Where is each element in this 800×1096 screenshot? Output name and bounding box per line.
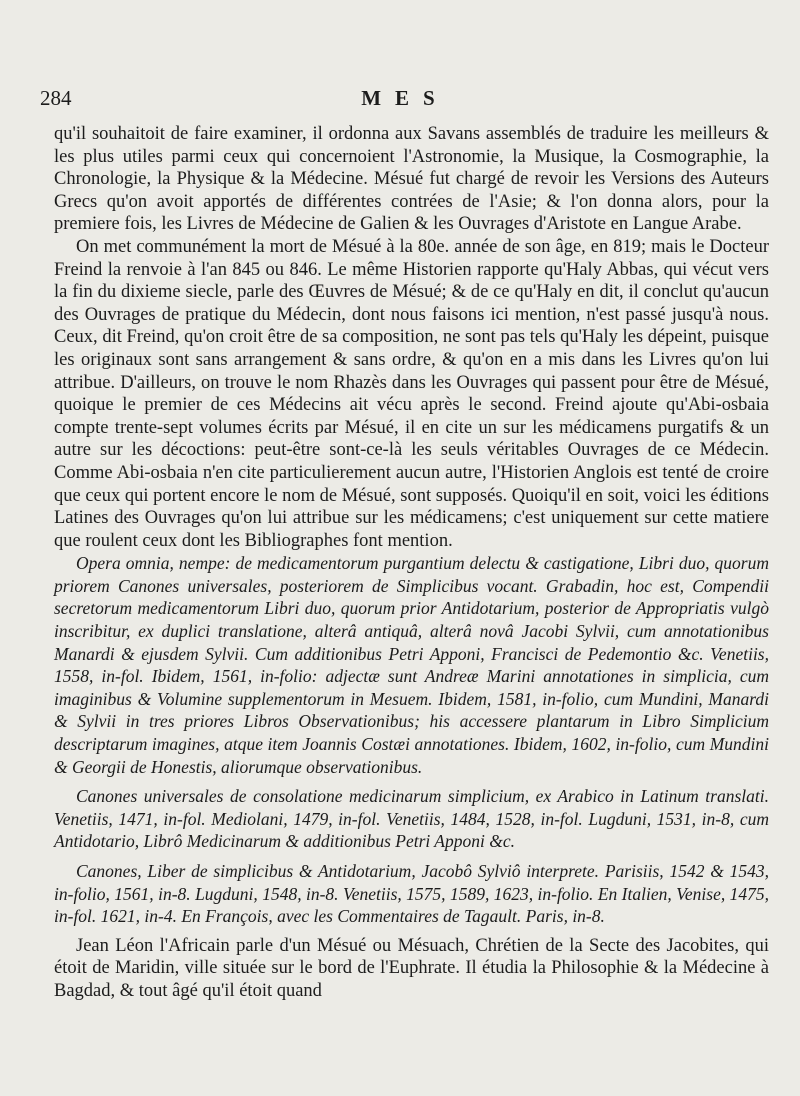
page-number: 284 <box>40 86 72 110</box>
running-title: MES <box>361 86 449 110</box>
page-body <box>54 123 769 1003</box>
paragraph-canones-liber: Canones, Liber de simplicibus & Antidotarium, Jacobô Sylviô interprete. Parisiis, 1542 & 1543, in-folio, 1561, in-8. Lugduni, 1548, in-8. Venetiis, 1575, 1589, 1623, in-folio. En Italien, Venise, 1475, in-fol. 1621, in-4. En François, avec les Commentaires de Tagault. Paris, in-8. <box>54 861 769 927</box>
page-header <box>40 86 770 116</box>
paragraph-canones-universales: Canones universales de consolatione medicinarum simplicium, ex Arabico in Latinum translati. Venetiis, 1471, in-fol. Mediolani, 1479, in-fol. Venetiis, 1484, 1528, in-fol. Lugduni, 1531, in-8, cum Antidotario, Librô Medicinarum & additionibus Petri Apponi &c. <box>54 786 769 852</box>
paragraph-continuation: qu'il souhaitoit de faire examiner, il ordonna aux Savans assemblés de traduire les meilleurs & les plus utiles parmi ceux qui concernoient l'Astronomie, la Musique, la Cosmographie, la Chronologie, la Physique & la Médecine. Mésué fut chargé de revoir les Versions des Auteurs Grecs qu'on avoit apportés de différentes contrées de l'Asie; & l'on donna alors, pour la premiere fois, les Livres de Médecine de Galien & les Ouvrages d'Aristote en Langue Arabe. <box>54 124 769 235</box>
paragraph-death-of-mesue: On met communément la mort de Mésué à la 80e. année de son âge, en 819; mais le Docteur Freind la renvoie à l'an 845 ou 846. Le même Historien rapporte qu'Haly Abbas, qui vécut vers la fin du dixieme siecle, parle des Œuvres de Mésué; & de ce qu'Haly en dit, il conclut qu'aucun des Ouvrages de pratique du Médecin, dont nous faisons ici mention, n'est passé jusqu'à nous. Ceux, dit Freind, qu'on croit être de sa composition, ne sont pas tels qu'Haly les dépeint, puisque les originaux sont sans arrangement & sans ordre, & qu'on en a mis dans les Livres qu'on lui attribue. D'ailleurs, on trouve le nom Rhazès dans les Ouvrages qui passent pour être de Mésué, quoique le premier de ces Médecins ait vécu après le second. Freind ajoute qu'Abi-osbaia compte trente-sept volumes écrits par Mésué, il en cite un sur les médicamens purgatifs & un autre sur les décoctions: peut-être sont-ce-là les seuls véritables Ouvrages de ce Médecin. Comme Abi-osbaia n'en cite particulierement aucun autre, l'Historien Anglois est tenté de croire que ceux qui portent encore le nom de Mésué, sont supposés. Quoiqu'il en soit, voici les éditions Latines des Ouvrages qu'on lui attribue sur les médicamens; c'est uniquement sur cette matiere que roulent ceux dont les Bibliographes font mention. <box>54 236 769 551</box>
paragraph-jean-leon: Jean Léon l'Africain parle d'un Mésué ou Mésuach, Chrétien de la Secte des Jacobites, qui étoit de Maridin, ville située sur le bord de l'Euphrate. Il étudia la Philosophie & la Médecine à Bagdad, & tout âgé qu'il étoit quand <box>54 935 769 1001</box>
paragraph-opera-omnia: Opera omnia, nempe: de medicamentorum purgantium delectu & castigatione, Libri duo, quorum priorem Canones universales, posteriorem de Simplicibus vocant. Grabadin, hoc est, Compendii secretorum medicamentorum Libri duo, quorum prior Antidotarium, posterior de Appropriatis vulgò inscribitur, ex duplici translatione, alterâ antiquâ, alterâ novâ Jacobi Sylvii, cum annotationibus Manardi & ejusdem Sylvii. Cum additionibus Petri Apponi, Francisci de Pedemontio &c. Venetiis, 1558, in-fol. Ibidem, 1561, in-folio: adjectæ sunt Andreæ Marini annotationes in simplicia, cum imaginibus & Volumine supplementorum in Mesuem. Ibidem, 1581, in-folio, cum Mundini, Manardi & Sylvii in tres priores Libros Observationibus; his accessere plantarum in Libro Simplicium descriptarum imagines, atque item Joannis Costæi annotationes. Ibidem, 1602, in-folio, cum Mundini & Georgii de Honestis, aliorumque observationibus. <box>54 553 769 777</box>
